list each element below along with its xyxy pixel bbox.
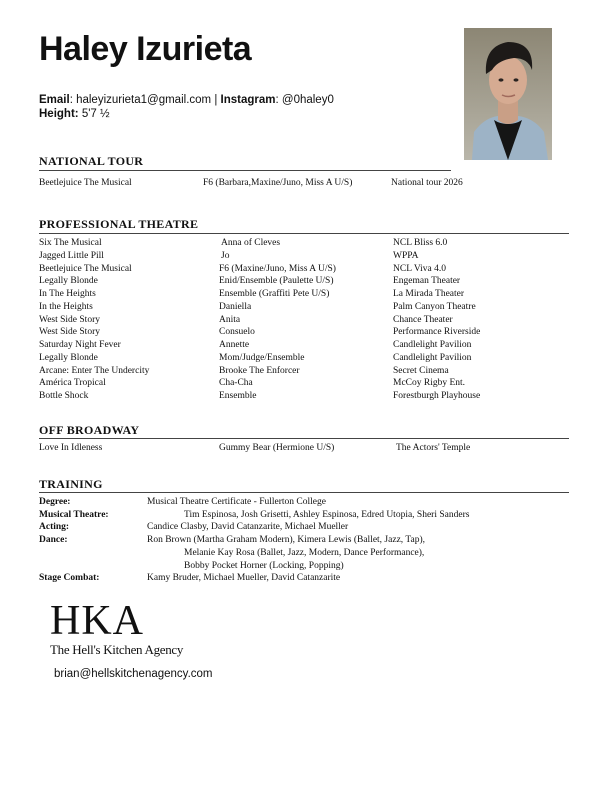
table-cell: NCL Viva 4.0 xyxy=(393,264,446,274)
training-label-degree: Degree: xyxy=(39,497,71,507)
table-cell: Chance Theater xyxy=(393,315,453,325)
table-cell: Jagged Little Pill xyxy=(39,251,104,261)
email-label: Email xyxy=(39,94,70,106)
separator: | xyxy=(214,94,218,106)
table-cell: La Mirada Theater xyxy=(393,289,465,299)
contact-info xyxy=(39,93,334,121)
table-cell: Candlelight Pavilion xyxy=(393,353,472,363)
divider xyxy=(39,170,451,171)
table-cell: Gummy Bear (Hermione U/S) xyxy=(219,443,335,453)
instagram-label: Instagram xyxy=(220,94,276,106)
actor-name: Haley Izurieta xyxy=(39,30,252,68)
training-dance-line-2: Melanie Kay Rosa (Ballet, Jazz, Modern, Dance Performance), xyxy=(184,548,425,558)
table-cell: F6 (Barbara,Maxine/Juno, Miss A U/S) xyxy=(203,178,353,188)
table-cell: Cha-Cha xyxy=(219,378,253,388)
table-cell: NCL Bliss 6.0 xyxy=(393,238,448,248)
table-cell: Annette xyxy=(219,340,250,350)
table-cell: Palm Canyon Theatre xyxy=(393,302,476,312)
training-acting: Candice Clasby, David Catanzarite, Michael Mueller xyxy=(147,522,349,532)
table-cell: Jo xyxy=(221,251,230,261)
divider xyxy=(39,438,569,439)
agency-logo xyxy=(50,598,184,658)
table-cell: Ensemble xyxy=(219,391,257,401)
table-cell: In The Heights xyxy=(39,289,96,299)
table-cell: Arcane: Enter The Undercity xyxy=(39,366,150,376)
divider xyxy=(39,492,569,493)
table-cell: The Actors' Temple xyxy=(396,443,471,453)
table-cell: Enid/Ensemble (Paulette U/S) xyxy=(219,276,334,286)
section-title-off-broadway: OFF BROADWAY xyxy=(39,423,140,437)
section-title-training: TRAINING xyxy=(39,477,103,491)
training-degree: Musical Theatre Certificate - Fullerton College xyxy=(147,497,326,507)
headshot-photo xyxy=(464,28,552,160)
training-musical-theatre: Tim Espinosa, Josh Grisetti, Ashley Espinosa, Edred Utopia, Sheri Sanders xyxy=(184,510,470,520)
table-cell: In the Heights xyxy=(39,302,93,312)
table-cell: F6 (Maxine/Juno, Miss A U/S) xyxy=(219,264,336,274)
table-cell: Secret Cinema xyxy=(393,366,449,376)
table-cell: West Side Story xyxy=(39,315,100,325)
contact-line-2 xyxy=(39,107,334,121)
training-dance-line-1: Ron Brown (Martha Graham Modern), Kimera Lewis (Ballet, Jazz, Tap), xyxy=(147,535,426,545)
instagram-value[interactable]: @0haley0 xyxy=(281,94,334,106)
table-cell: Ensemble (Graffiti Pete U/S) xyxy=(219,289,330,299)
table-cell: Mom/Judge/Ensemble xyxy=(219,353,305,363)
table-cell: Legally Blonde xyxy=(39,353,98,363)
training-label-dance: Dance: xyxy=(39,535,68,545)
table-cell: América Tropical xyxy=(39,378,106,388)
table-cell: Consuelo xyxy=(219,327,255,337)
height-value: 5'7 ½ xyxy=(81,108,110,120)
training-stage-combat: Kamy Bruder, Michael Mueller, David Catanzarite xyxy=(147,573,341,583)
table-cell: Saturday Night Fever xyxy=(39,340,121,350)
table-cell: National tour 2026 xyxy=(391,178,463,188)
table-cell: Beetlejuice The Musical xyxy=(39,178,132,188)
agent-email[interactable]: brian@hellskitchenagency.com xyxy=(54,668,213,680)
agency-logo-name: The Hell's Kitchen Agency xyxy=(50,642,184,657)
section-title-professional-theatre: PROFESSIONAL THEATRE xyxy=(39,217,199,231)
table-cell: Anna of Cleves xyxy=(221,238,281,248)
section-title-national-tour: NATIONAL TOUR xyxy=(39,154,144,168)
table-cell: Engeman Theater xyxy=(393,276,461,286)
divider xyxy=(39,233,569,234)
training-dance-line-3: Bobby Pocket Horner (Locking, Popping) xyxy=(184,561,344,571)
table-cell: Bottle Shock xyxy=(39,391,89,401)
table-cell: Candlelight Pavilion xyxy=(393,340,472,350)
table-cell: Anita xyxy=(219,315,241,325)
table-cell: Daniella xyxy=(219,302,252,312)
training-label-acting: Acting: xyxy=(39,522,70,532)
height-label: Height: xyxy=(39,108,79,120)
email-value[interactable]: haleyizurieta1@gmail.com xyxy=(76,94,212,106)
training-label-stage-combat: Stage Combat: xyxy=(39,573,100,583)
table-cell: Brooke The Enforcer xyxy=(219,366,300,376)
contact-line-1: Email: haleyizurieta1@gmail.com | Instagram: @0haley0 xyxy=(39,94,334,106)
table-cell: Love In Idleness xyxy=(39,443,103,453)
table-cell: Performance Riverside xyxy=(393,327,481,337)
table-cell: Legally Blonde xyxy=(39,276,98,286)
training-label-musical-theatre: Musical Theatre: xyxy=(39,510,109,520)
table-cell: WPPA xyxy=(393,251,419,261)
table-cell: Forestburgh Playhouse xyxy=(393,391,481,401)
agency-logo-mark: HKA xyxy=(50,598,144,644)
table-cell: McCoy Rigby Ent. xyxy=(393,378,466,388)
table-cell: Six The Musical xyxy=(39,238,102,248)
table-cell: West Side Story xyxy=(39,327,100,337)
table-cell: Beetlejuice The Musical xyxy=(39,264,132,274)
